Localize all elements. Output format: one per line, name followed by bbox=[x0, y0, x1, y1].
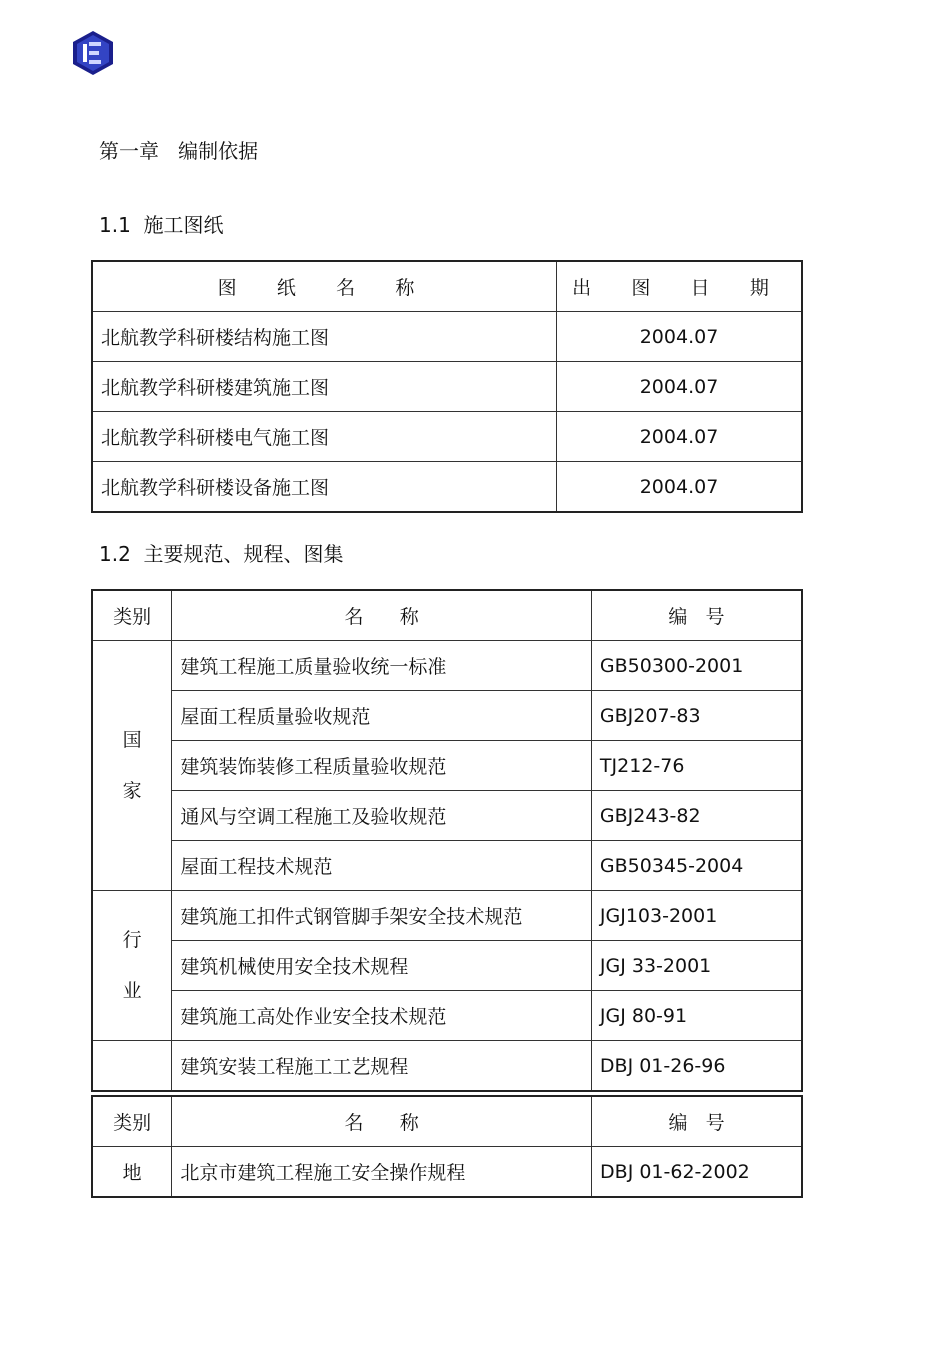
drawings-table bbox=[91, 260, 803, 513]
standard-name: 北京市建筑工程施工安全操作规程 bbox=[172, 1147, 592, 1198]
table-row bbox=[92, 891, 802, 941]
standards-table bbox=[91, 589, 803, 1092]
standard-name: 建筑安装工程施工工艺规程 bbox=[172, 1041, 592, 1092]
standard-name: 建筑装饰装修工程质量验收规范 bbox=[172, 741, 592, 791]
table-row bbox=[92, 1041, 802, 1092]
drawing-name: 北航教学科研楼建筑施工图 bbox=[92, 362, 557, 412]
header-category: 类别 bbox=[92, 1096, 172, 1147]
category-industry bbox=[92, 891, 172, 1041]
drawing-date: 2004.07 bbox=[557, 362, 802, 412]
drawing-name: 北航教学科研楼结构施工图 bbox=[92, 312, 557, 362]
header-code: 编 号 bbox=[592, 1096, 802, 1147]
header-name: 名 称 bbox=[172, 1096, 592, 1147]
header-code: 编 号 bbox=[591, 590, 802, 641]
chapter-title: 第一章 编制依据 bbox=[99, 139, 259, 163]
standard-code: DBJ 01-62-2002 bbox=[592, 1147, 802, 1198]
table-row bbox=[92, 412, 802, 462]
table-row bbox=[92, 991, 802, 1041]
standard-code: GB50345-2004 bbox=[591, 841, 802, 891]
section-1-2-title: 1.2 主要规范、规程、图集 bbox=[99, 542, 344, 566]
standard-code: JGJ 33-2001 bbox=[591, 941, 802, 991]
header-name: 名 称 bbox=[172, 590, 592, 641]
standard-code: TJ212-76 bbox=[591, 741, 802, 791]
standard-name: 建筑机械使用安全技术规程 bbox=[172, 941, 592, 991]
table-row bbox=[92, 841, 802, 891]
table-row bbox=[92, 941, 802, 991]
table-header-row bbox=[92, 1096, 802, 1147]
table-header-row bbox=[92, 261, 802, 312]
category-national bbox=[92, 641, 172, 891]
company-logo-icon bbox=[73, 31, 113, 75]
standard-name: 建筑工程施工质量验收统一标准 bbox=[172, 641, 592, 691]
category-char: 家 bbox=[122, 779, 142, 802]
category-char: 行 bbox=[122, 928, 142, 951]
category-empty bbox=[92, 1041, 172, 1092]
standard-name: 建筑施工高处作业安全技术规范 bbox=[172, 991, 592, 1041]
standard-name: 屋面工程技术规范 bbox=[172, 841, 592, 891]
table-row bbox=[92, 312, 802, 362]
category-local: 地 bbox=[92, 1147, 172, 1198]
standard-code: GBJ243-82 bbox=[591, 791, 802, 841]
category-char: 国 bbox=[122, 728, 142, 751]
header-category: 类别 bbox=[92, 590, 172, 641]
category-char: 业 bbox=[122, 979, 142, 1002]
table-row bbox=[92, 691, 802, 741]
table-row bbox=[92, 1147, 802, 1198]
standard-name: 通风与空调工程施工及验收规范 bbox=[172, 791, 592, 841]
header-issue-date: 出 图 日 期 bbox=[557, 261, 802, 312]
drawing-name: 北航教学科研楼电气施工图 bbox=[92, 412, 557, 462]
standard-code: GB50300-2001 bbox=[591, 641, 802, 691]
standard-code: JGJ 80-91 bbox=[591, 991, 802, 1041]
table-header-row bbox=[92, 590, 802, 641]
standard-code: JGJ103-2001 bbox=[591, 891, 802, 941]
drawing-date: 2004.07 bbox=[557, 412, 802, 462]
standard-code: GBJ207-83 bbox=[591, 691, 802, 741]
drawing-name: 北航教学科研楼设备施工图 bbox=[92, 462, 557, 513]
section-1-1-title: 1.1 施工图纸 bbox=[99, 213, 224, 237]
table-row bbox=[92, 641, 802, 691]
drawing-date: 2004.07 bbox=[557, 312, 802, 362]
header-drawing-name: 图 纸 名 称 bbox=[92, 261, 557, 312]
standard-name: 屋面工程质量验收规范 bbox=[172, 691, 592, 741]
table-row bbox=[92, 791, 802, 841]
table-row bbox=[92, 462, 802, 513]
table-row bbox=[92, 741, 802, 791]
standard-code: DBJ 01-26-96 bbox=[591, 1041, 802, 1092]
local-standards-table bbox=[91, 1095, 803, 1198]
table-row bbox=[92, 362, 802, 412]
drawing-date: 2004.07 bbox=[557, 462, 802, 513]
standard-name: 建筑施工扣件式钢管脚手架安全技术规范 bbox=[172, 891, 592, 941]
